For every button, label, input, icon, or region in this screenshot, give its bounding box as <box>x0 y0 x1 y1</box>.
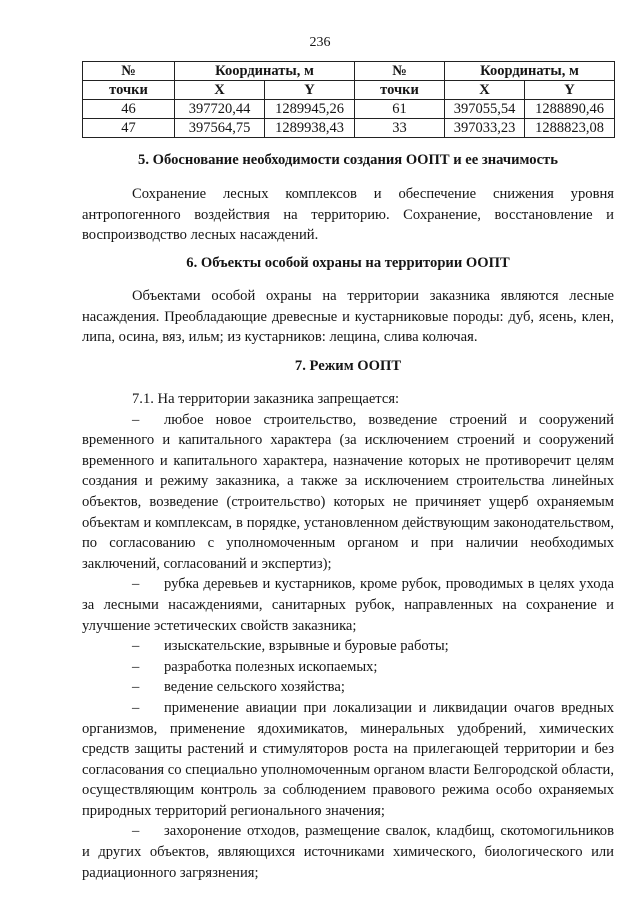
list-item: – рубка деревьев и кустарников, кроме рубок, проводимых в целях ухода за лесными насаждениями, санитарных рубок, направленных на сохранение и улучшение эстетических свойств заказника; <box>82 576 614 634</box>
dash-marker: – <box>132 576 140 593</box>
header-coords-1: Координаты, м <box>175 62 355 81</box>
table-row <box>83 119 615 138</box>
dash-marker: – <box>132 699 140 716</box>
table-header-row <box>83 62 615 81</box>
section-6-heading: 6. Объекты особой охраны на территории ООПТ <box>186 255 510 271</box>
coord-y: 1289945,26 <box>265 100 355 119</box>
point-number: 61 <box>355 100 445 119</box>
coord-y: 1288823,08 <box>525 119 615 138</box>
header-point-1: точки <box>83 81 175 100</box>
header-num-2: № <box>355 62 445 81</box>
header-y-1: Y <box>265 81 355 100</box>
point-number: 33 <box>355 119 445 138</box>
header-point-2: точки <box>355 81 445 100</box>
point-number: 47 <box>83 119 175 138</box>
list-item: – разработка полезных ископаемых; <box>82 657 614 678</box>
coord-x: 397564,75 <box>175 119 265 138</box>
header-x-1: X <box>175 81 265 100</box>
list-item: – любое новое строительство, возведение строений и сооружений временного и капитального характера (за исключением строений и сооружений временного и капитального характера, назначение которых не противоречит целям создания и режиму заказника, а также за исключением строительства линейных объектов, возведение (строительство) которых не причиняет ущерб охраняемым объектам и комплексам, в порядке, установленном действующим законодательством, по согласованию с уполномоченным органом и при наличии необходимых заключений, согласований и экспертиз); <box>82 411 614 572</box>
header-y-2: Y <box>525 81 615 100</box>
page-number: 236 <box>309 35 331 50</box>
point-number: 46 <box>83 100 175 119</box>
header-num-1: № <box>83 62 175 81</box>
dash-marker: – <box>132 823 140 840</box>
header-x-2: X <box>445 81 525 100</box>
table-row <box>83 100 615 119</box>
list-item: – изыскательские, взрывные и буровые работы; <box>82 636 614 657</box>
section-5-text: Сохранение лесных комплексов и обеспечение снижения уровня антропогенного воздействия на территорию. Сохранение, восстановление и воспроизводство лесных насаждений. <box>82 186 614 244</box>
coord-x: 397055,54 <box>445 100 525 119</box>
dash-marker: – <box>132 411 140 428</box>
list-item: – применение авиации при локализации и ликвидации очагов вредных организмов, применение ядохимикатов, минеральных удобрений, химических средств защиты растений и стимуляторов роста на прилегающей территории и без согласования со специально уполномоченным органом власти Белгородской области, осуществляющим контроль за соблюдением правового режима особо охраняемых природных территорий регионального значения; <box>82 699 614 819</box>
dash-marker: – <box>132 658 140 675</box>
section-7-body <box>82 389 614 883</box>
coordinates-table <box>82 61 615 138</box>
section-7-intro: 7.1. На территории заказника запрещается: <box>132 391 400 407</box>
header-coords-2: Координаты, м <box>445 62 615 81</box>
table-subheader-row <box>83 81 615 100</box>
coord-x: 397033,23 <box>445 119 525 138</box>
list-item: – ведение сельского хозяйства; <box>82 677 614 698</box>
coord-x: 397720,44 <box>175 100 265 119</box>
section-7-heading: 7. Режим ООПТ <box>294 358 402 374</box>
dash-marker: – <box>132 679 140 696</box>
dash-marker: – <box>132 638 140 655</box>
section-6-text: Объектами особой охраны на территории заказника являются лесные насаждения. Преобладающие древесные и кустарниковые породы: дуб, ясень, клен, липа, осина, вяз, ильм; из кустарников: лещина, слива колючая. <box>82 288 614 346</box>
coord-y: 1289938,43 <box>265 119 355 138</box>
coord-y: 1288890,46 <box>525 100 615 119</box>
section-5-heading: 5. Обоснование необходимости создания ООПТ и ее значимость <box>138 152 558 168</box>
list-item: – захоронение отходов, размещение свалок, кладбищ, скотомогильников и других объектов, являющихся источниками химического, биологического или радиационного загрязнения; <box>82 823 614 881</box>
prohibitions-list <box>82 410 614 884</box>
